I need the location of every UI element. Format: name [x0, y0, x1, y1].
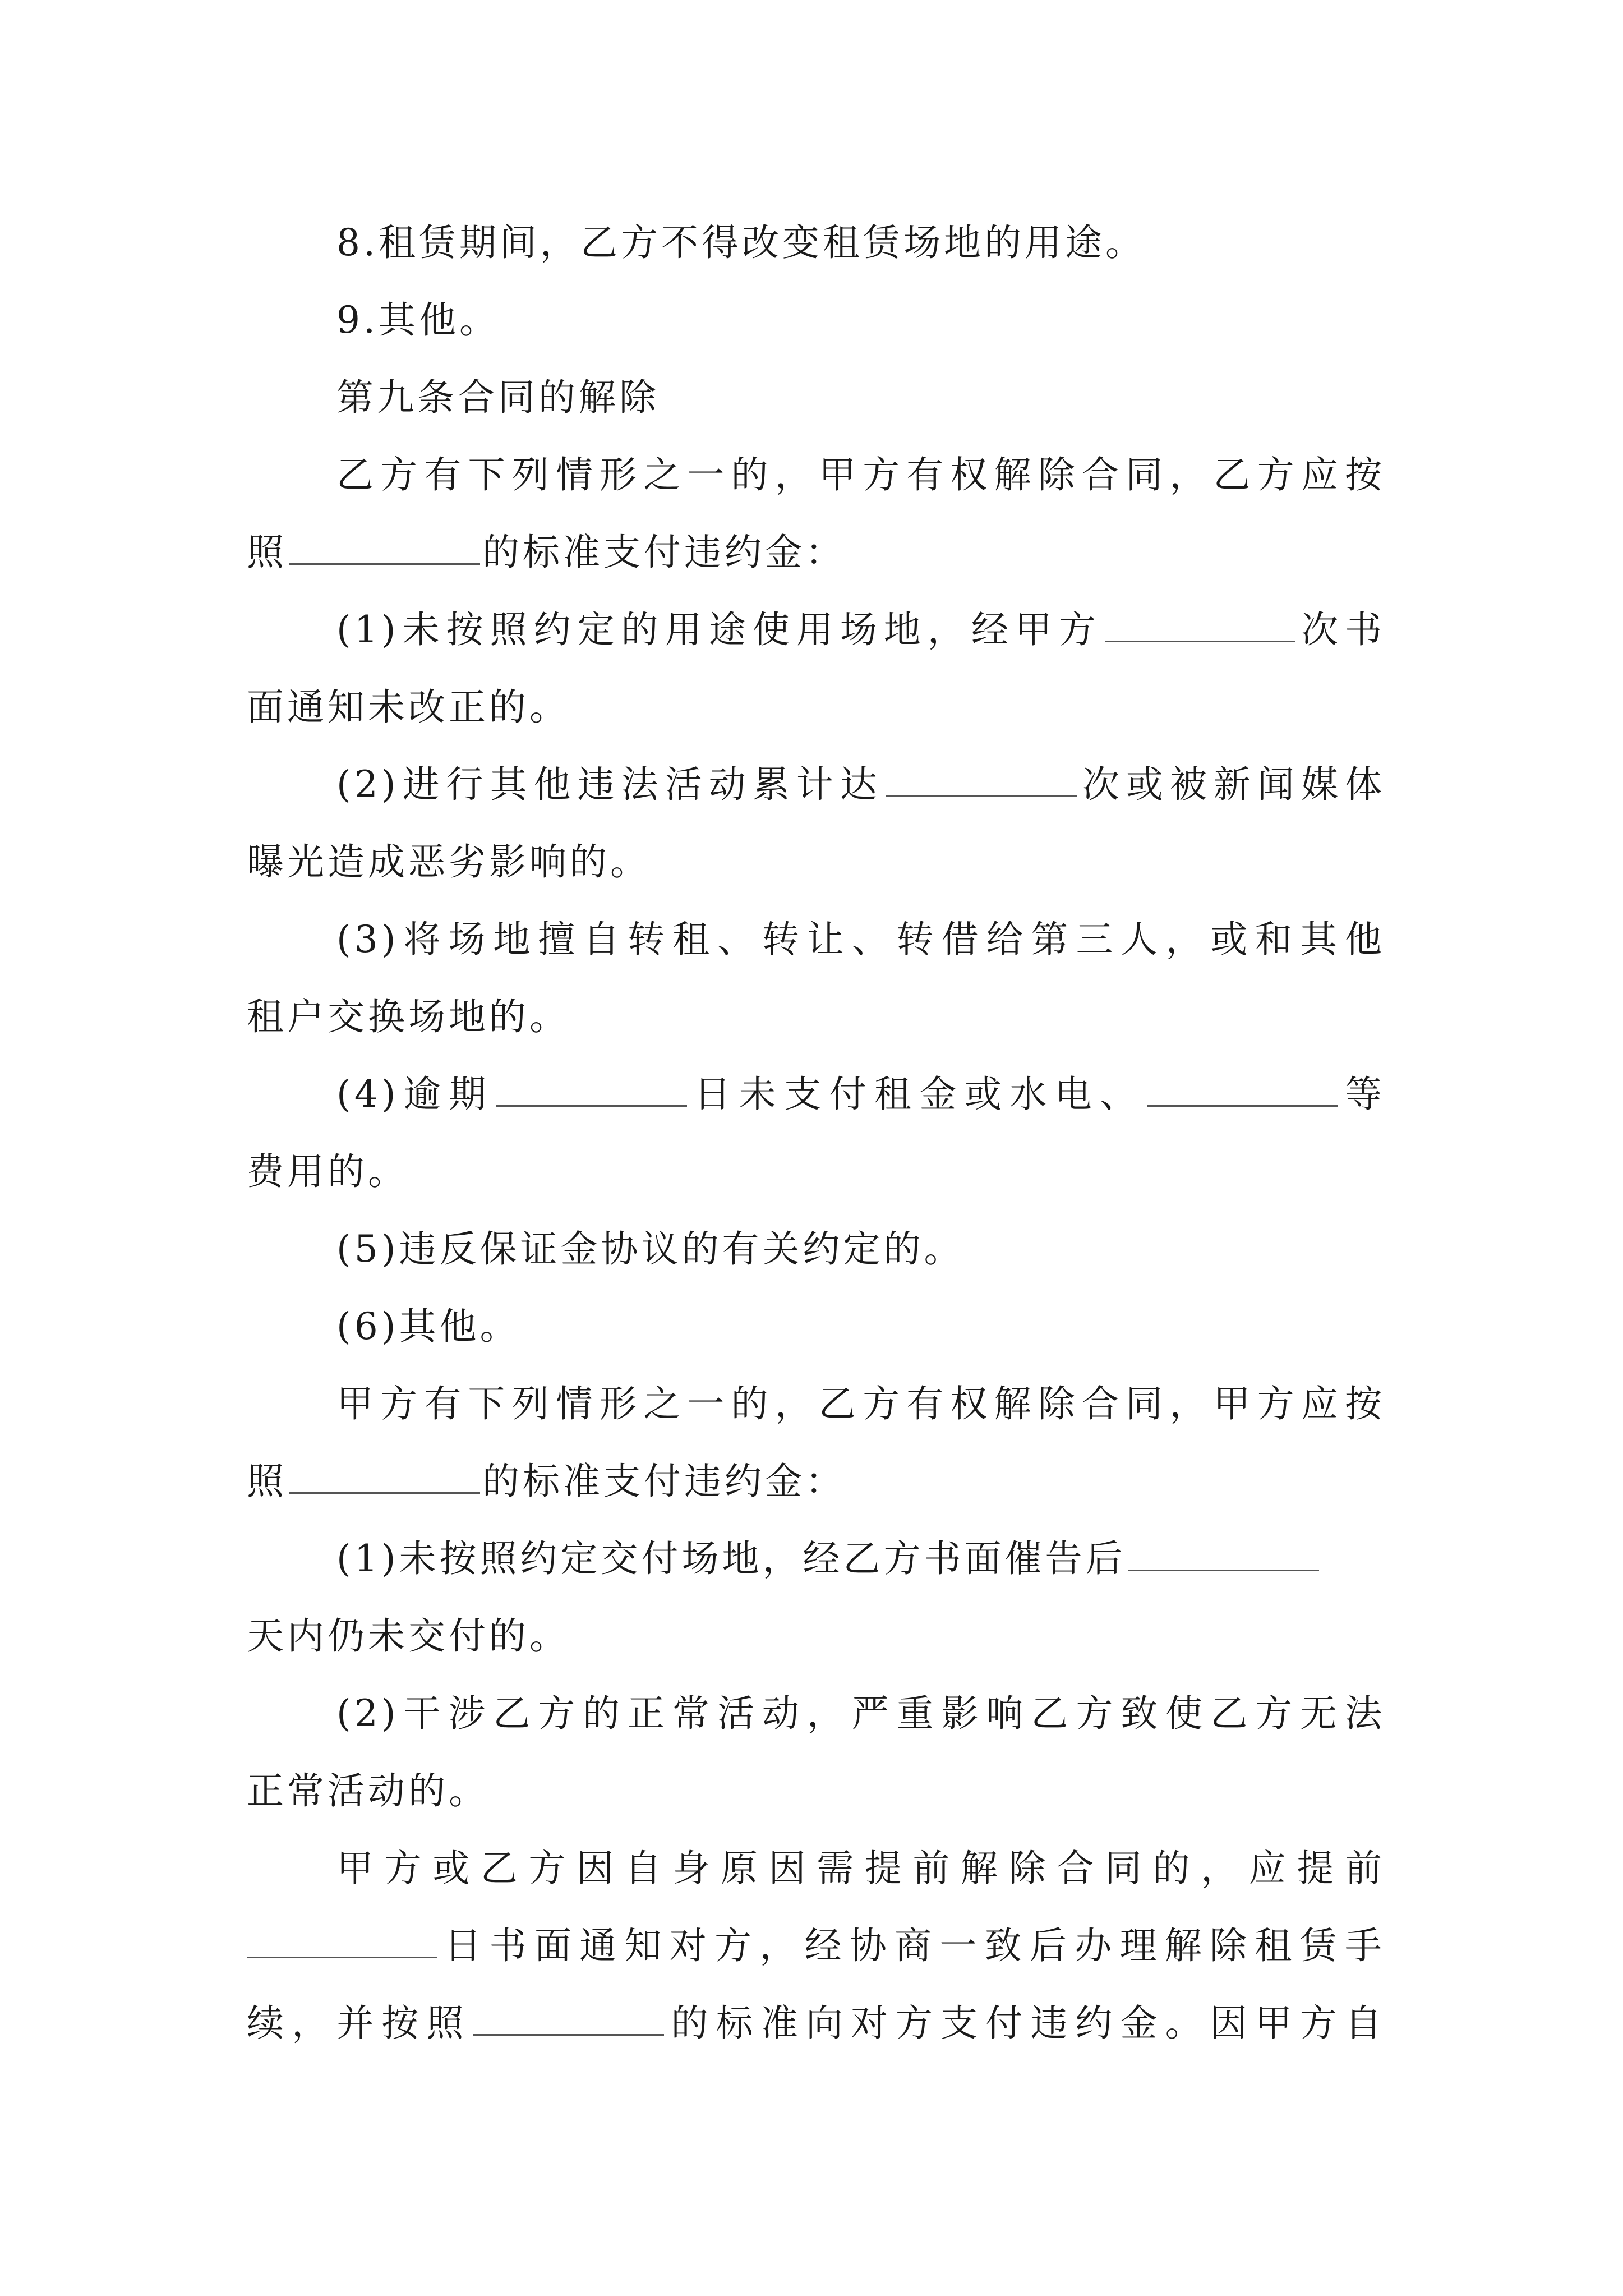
text-span: 第九条合同的解除 — [336, 376, 660, 419]
fill-in-blank — [289, 528, 480, 565]
text-span: 9.其他。 — [336, 298, 500, 342]
text-line — [336, 209, 1385, 277]
fill-in-blank — [1128, 1535, 1319, 1571]
text-line — [336, 1370, 1385, 1438]
text-line — [336, 364, 1385, 431]
text-span: (3)将场地擅自转租、转让、转借给第三人，或和其他 — [336, 918, 1385, 961]
text-span: 8.租赁期间，乙方不得改变租赁场地的用途。 — [336, 221, 1146, 264]
text-line — [336, 1216, 1385, 1283]
text-line — [247, 829, 1385, 896]
text-span: 等 — [1340, 1073, 1386, 1116]
text-line — [336, 287, 1385, 354]
text-line — [336, 906, 1385, 973]
text-span: 租户交换场地的。 — [247, 995, 570, 1038]
text-span: 甲方有下列情形之一的，乙方有权解除合同，甲方应按 — [336, 1382, 1385, 1425]
fill-in-blank — [1147, 1070, 1338, 1107]
text-span: 日未支付租金或水电、 — [689, 1073, 1145, 1116]
text-line — [247, 1912, 1385, 1980]
text-span: (6)其他。 — [336, 1305, 520, 1348]
text-line — [336, 751, 1385, 818]
text-line — [336, 1680, 1385, 1747]
text-line — [247, 1138, 1385, 1205]
fill-in-blank — [247, 1922, 437, 1958]
text-span: 照 — [247, 1460, 287, 1503]
text-span: 次或被新闻媒体 — [1078, 763, 1385, 806]
text-line — [336, 441, 1385, 509]
fill-in-blank — [496, 1070, 687, 1107]
text-line — [336, 1061, 1385, 1128]
text-line — [336, 1525, 1385, 1593]
text-span: 照 — [247, 531, 287, 574]
text-span: 续，并按照 — [247, 2001, 472, 2045]
text-span: (5)违反保证金协议的有关约定的。 — [336, 1227, 965, 1271]
text-span: (1)未按照约定的用途使用场地，经甲方 — [336, 608, 1103, 651]
text-line — [247, 983, 1385, 1051]
text-span: 曝光造成恶劣影响的。 — [247, 840, 651, 884]
fill-in-blank — [289, 1457, 480, 1494]
text-span: 面通知未改正的。 — [247, 685, 570, 729]
text-line — [247, 674, 1385, 741]
text-span: 正常活动的。 — [247, 1769, 489, 1812]
fill-in-blank — [886, 761, 1077, 797]
text-span: (4)逾期 — [336, 1073, 494, 1116]
text-line — [247, 1603, 1385, 1670]
text-span: 的标准向对方支付违约金。因甲方自 — [666, 2001, 1386, 2045]
text-span: 的标准支付违约金： — [482, 1460, 846, 1503]
text-line — [247, 1757, 1385, 1825]
text-span: 的标准支付违约金： — [482, 531, 846, 574]
text-line — [247, 519, 1385, 586]
text-span: (2)干涉乙方的正常活动，严重影响乙方致使乙方无法 — [336, 1692, 1385, 1735]
text-span: (2)进行其他违法活动累计达 — [336, 763, 884, 806]
text-span: 日书面通知对方，经协商一致后办理解除租赁手 — [440, 1924, 1385, 1967]
text-span: 次书 — [1297, 608, 1385, 651]
text-line — [247, 1448, 1385, 1515]
fill-in-blank — [1105, 606, 1295, 642]
text-line — [336, 1293, 1385, 1360]
fill-in-blank — [473, 1999, 664, 2036]
text-span: (1)未按照约定交付场地，经乙方书面催告后 — [336, 1537, 1126, 1580]
text-span: 乙方有下列情形之一的，甲方有权解除合同，乙方应按 — [336, 453, 1385, 496]
text-span: 甲方或乙方因自身原因需提前解除合同的，应提前 — [336, 1847, 1385, 1890]
text-span: 费用的。 — [247, 1150, 408, 1193]
text-line — [336, 596, 1385, 664]
text-line — [336, 1835, 1385, 1902]
text-line — [247, 1990, 1385, 2057]
text-span: 天内仍未交付的。 — [247, 1614, 570, 1658]
